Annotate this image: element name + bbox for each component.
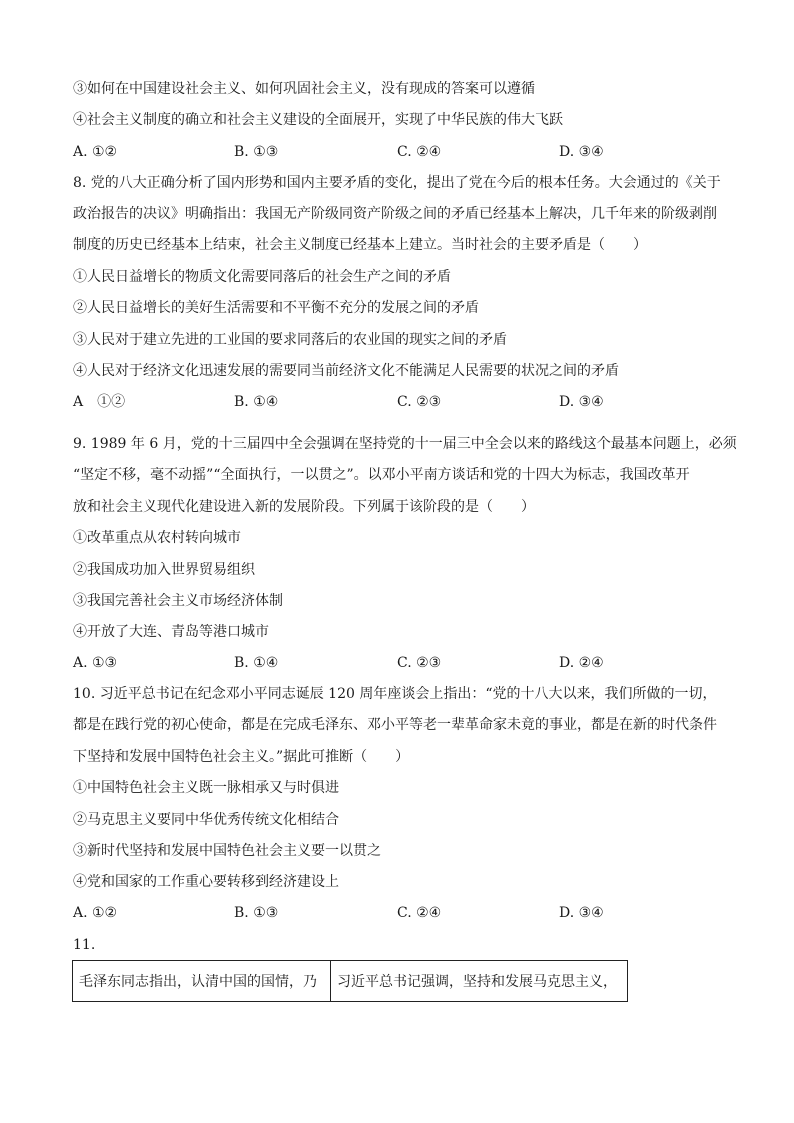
q8-option-a: A ①② [73, 394, 126, 410]
q10-option-a: A. ①② [73, 905, 118, 921]
q10-stem-line-3: 下坚持和发展中国特色社会主义。”据此可推断（ ） [73, 749, 410, 765]
q9-item-2: ②我国成功加入世界贸易组织 [73, 562, 255, 578]
q8-stem-line-1: 8. 党的八大正确分析了国内形势和国内主要矛盾的变化，提出了党在今后的根本任务。大会通过的《关于 [73, 175, 721, 191]
q7-option-a: A. ①② [73, 144, 118, 160]
q9-item-4: ④开放了大连、青岛等港口城市 [73, 624, 269, 640]
q10-option-c: C. ②④ [397, 905, 442, 921]
q9-option-d: D. ②④ [559, 655, 604, 671]
q9-stem-line-1: 9. 1989 年 6 月，党的十三届四中全会强调在坚持党的十一届三中全会以来的路线这个最基本问题上，必须 [73, 436, 737, 452]
q7-item-4: ④社会主义制度的确立和社会主义建设的全面展开，实现了中华民族的伟大飞跃 [73, 112, 563, 128]
q9-option-a: A. ①③ [73, 655, 118, 671]
q8-item-3: ③人民对于建立先进的工业国的要求同落后的农业国的现实之间的矛盾 [73, 332, 507, 348]
q10-item-1: ①中国特色社会主义既一脉相承又与时俱进 [73, 780, 339, 796]
q9-stem-line-2: “坚定不移，毫不动摇”“全面执行，一以贯之”。以邓小平南方谈话和党的十四大为标志，我国改革开 [73, 467, 690, 483]
q11-right-cell: 习近平总书记强调，坚持和发展马克思主义， [337, 974, 617, 990]
q11-number: 11. [73, 937, 96, 953]
q7-item-3: ③如何在中国建设社会主义、如何巩固社会主义，没有现成的答案可以遵循 [73, 81, 535, 97]
q8-item-2: ②人民日益增长的美好生活需要和不平衡不充分的发展之间的矛盾 [73, 300, 479, 316]
q8-item-4: ④人民对于经济文化迅速发展的需要同当前经济文化不能满足人民需要的状况之间的矛盾 [73, 363, 619, 379]
q7-option-b: B. ①③ [234, 144, 279, 160]
q10-option-b: B. ①③ [234, 905, 279, 921]
q8-option-c: C. ②③ [397, 394, 442, 410]
q9-stem-line-3: 放和社会主义现代化建设进入新的发展阶段。下列属于该阶段的是（ ） [73, 499, 535, 515]
q8-item-1: ①人民日益增长的物质文化需要同落后的社会生产之间的矛盾 [73, 269, 451, 285]
q10-item-4: ④党和国家的工作重心要转移到经济建设上 [73, 874, 339, 890]
q10-stem-line-2: 都是在践行党的初心使命，都是在完成毛泽东、邓小平等老一辈革命家未竟的事业，都是在新的时代条件 [73, 717, 717, 733]
q9-option-c: C. ②③ [397, 655, 442, 671]
q7-option-c: C. ②④ [397, 144, 442, 160]
q10-item-3: ③新时代坚持和发展中国特色社会主义要一以贯之 [73, 843, 381, 859]
q10-item-2: ②马克思主义要同中华优秀传统文化相结合 [73, 812, 339, 828]
q7-option-d: D. ③④ [559, 144, 604, 160]
q11-left-cell: 毛泽东同志指出，认清中国的国情，乃 [73, 961, 331, 1001]
q8-stem-line-3: 制度的历史已经基本上结束，社会主义制度已经基本上建立。当时社会的主要矛盾是（ ） [73, 237, 647, 253]
q8-option-b: B. ①④ [234, 394, 279, 410]
q8-option-d: D. ③④ [559, 394, 604, 410]
q9-option-b: B. ①④ [234, 655, 279, 671]
q10-option-d: D. ③④ [559, 905, 604, 921]
q9-item-3: ③我国完善社会主义市场经济体制 [73, 593, 283, 609]
q8-stem-line-2: 政治报告的决议》明确指出：我国无产阶级同资产阶级之间的矛盾已经基本上解决，几千年来的阶级剥削 [73, 206, 717, 222]
q11-material-table [72, 960, 628, 1002]
q10-stem-line-1: 10. 习近平总书记在纪念邓小平同志诞辰 120 周年座谈会上指出：“党的十八大以来，我们所做的一切， [73, 686, 717, 702]
q9-item-1: ①改革重点从农村转向城市 [73, 530, 241, 546]
